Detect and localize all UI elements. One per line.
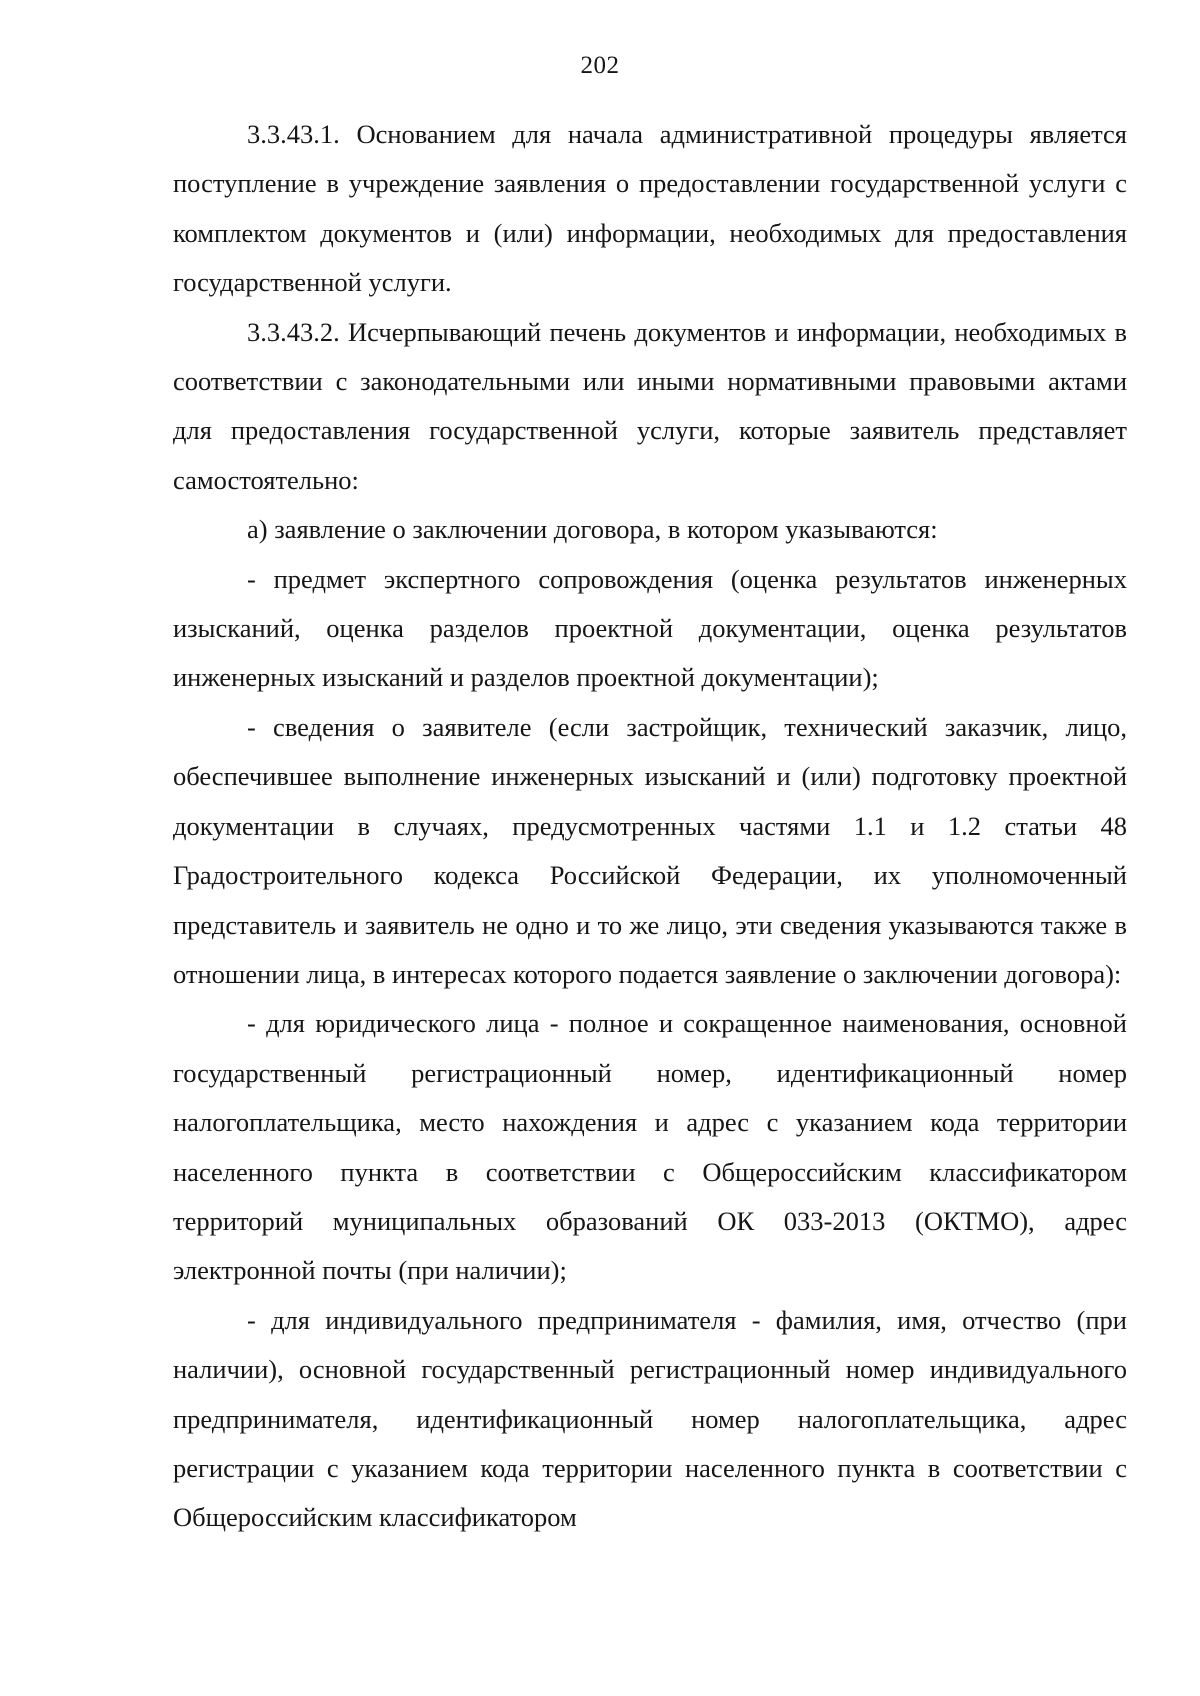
paragraph-item-a: а) заявление о заключении договора, в котором указываются: (247, 514, 938, 545)
paragraph-individual-entrepreneur: - для индивидуального предпринимателя - фамилия, имя, отчество (при наличии), основной государственный регистрационный номер индивидуального предпринимателя, идентификационный номер налогоплательщика, адрес регистрации с указанием кода территории населенного пункта в соответствии с Общероссийским классификатором (173, 1304, 1127, 1533)
paragraph-subject-of-support: - предмет экспертного сопровождения (оценка результатов инженерных изысканий, оценка разделов проектной документации, оценка результатов инженерных изысканий и разделов проектной документации); (173, 563, 1127, 693)
page-number: 202 (580, 52, 620, 79)
paragraph-3-3-43-1: 3.3.43.1. Основанием для начала административной процедуры является поступление в учреждение заявления о предоставлении государственной услуги с комплектом документов и (или) информации, необходимых для предоставления государственной услуги. (173, 119, 1127, 298)
document-body (173, 110, 1127, 1543)
paragraph-applicant-info: - сведения о заявителе (если застройщик, технический заказчик, лицо, обеспечившее выполнение инженерных изысканий и (или) подготовку проектной документации в случаях, предусмотренных частями 1.1 и 1.2 статьи 48 Градостроительного кодекса Российской Федерации, их уполномоченный представитель и заявитель не одно и то же лицо, эти сведения указываются также в отношении лица, в интересах которого подается заявление о заключении договора): (173, 711, 1127, 989)
paragraph-3-3-43-2: 3.3.43.2. Исчерпывающий печень документов и информации, необходимых в соответствии с законодательными или иными нормативными правовыми актами для предоставления государственной услуги, которые заявитель представляет самостоятельно: (173, 316, 1127, 495)
paragraph-legal-entity: - для юридического лица - полное и сокращенное наименования, основной государственный регистрационный номер, идентификационный номер налогоплательщика, место нахождения и адрес с указанием кода территории населенного пункта в соответствии с Общероссийским классификатором территорий муниципальных образований ОК 033-2013 (ОКТМО), адрес электронной почты (при наличии); (173, 1008, 1127, 1286)
